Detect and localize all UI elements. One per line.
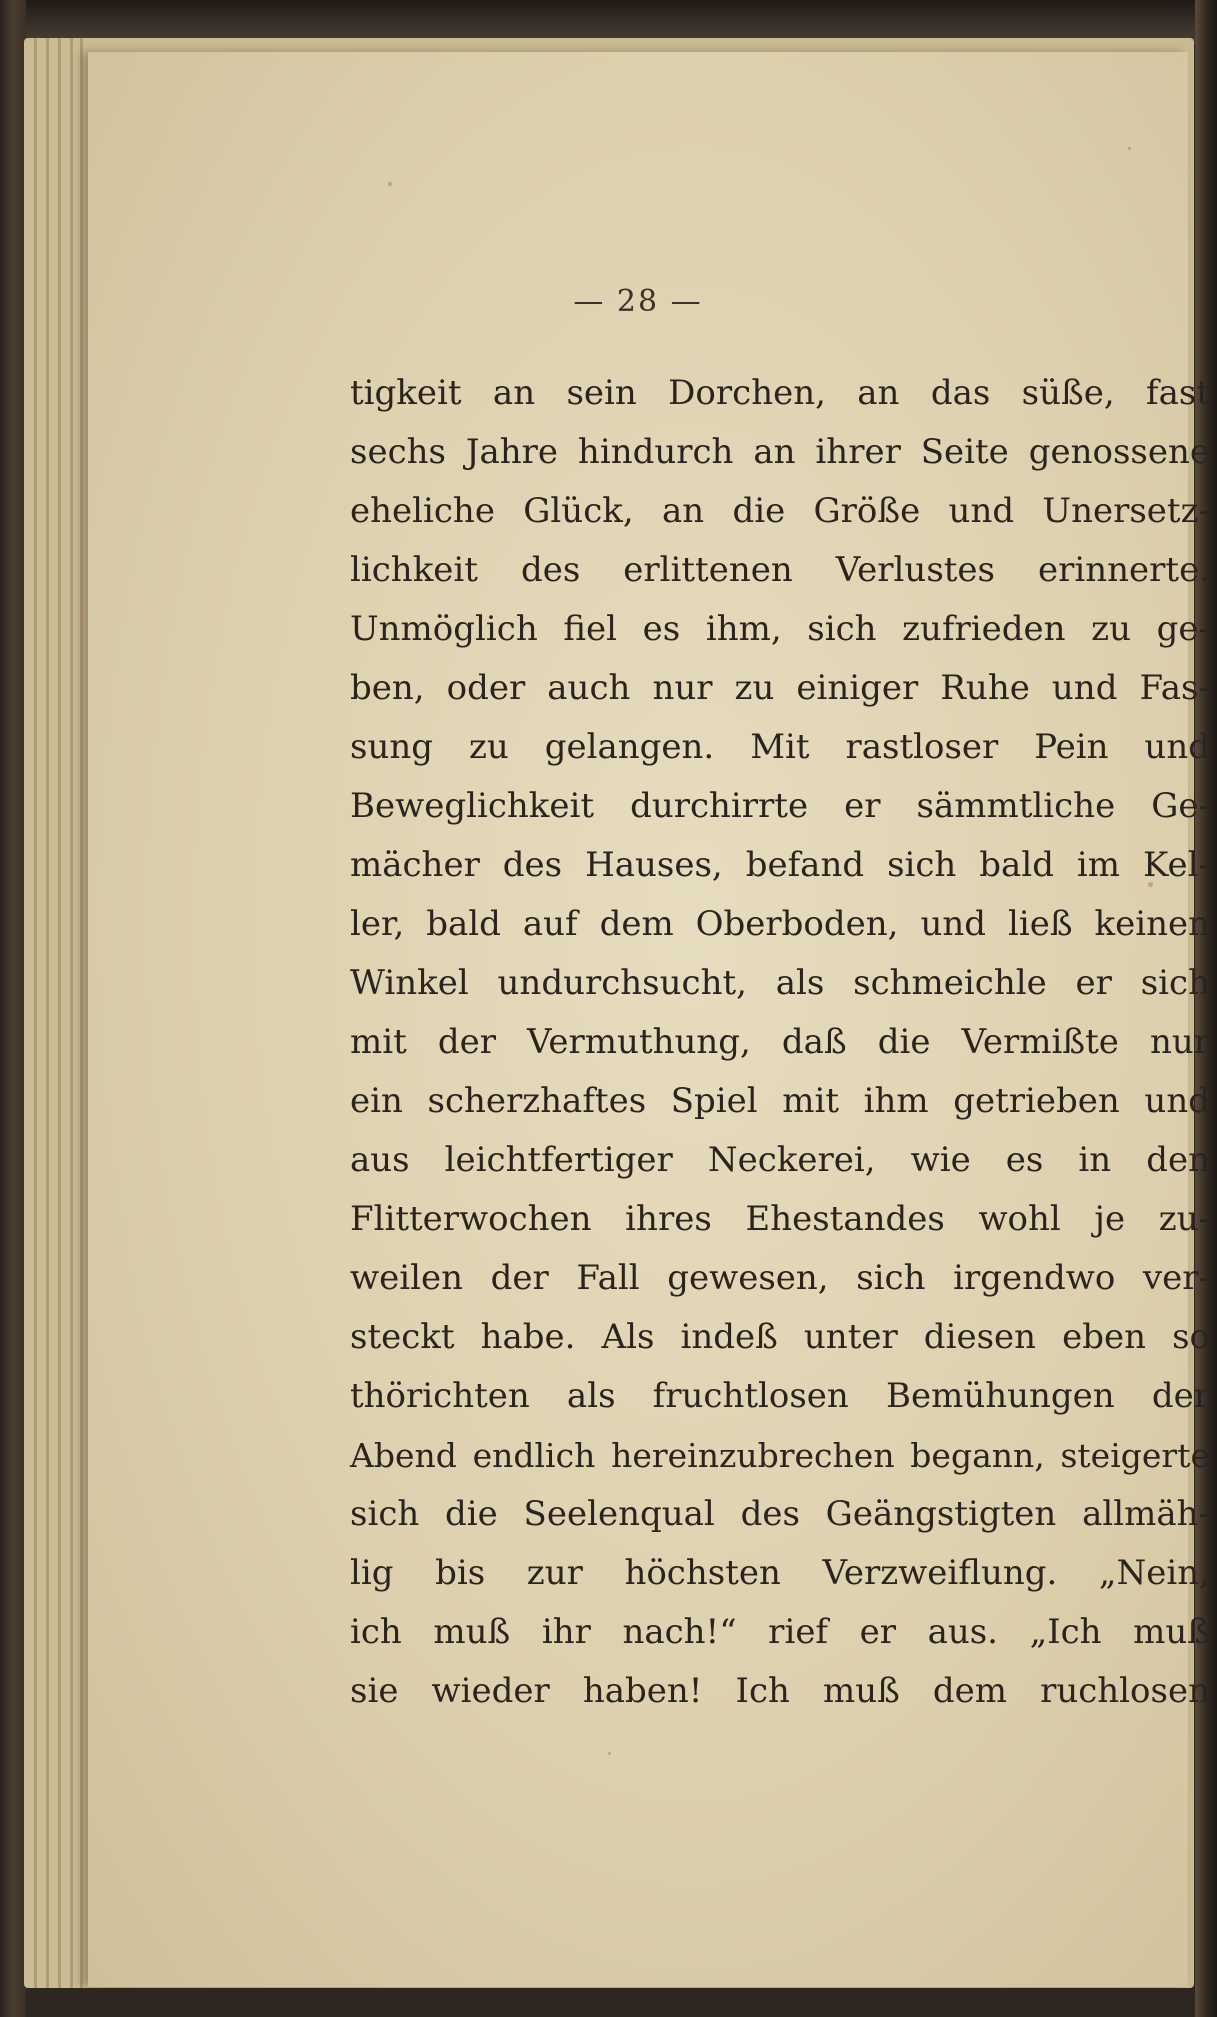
leaf-edge [46,38,49,1988]
text-line: aus leichtfertiger Neckerei, wie es in den [350,1140,1210,1180]
text-line: Beweglichkeit durchirrte er sämmtliche Ge- [350,786,1210,826]
text-line: sung zu gelangen. Mit rastloser Pein und [350,727,1210,767]
text-line: lig bis zur höchsten Verzweiflung. „Nein, [350,1553,1210,1593]
text-line: weilen der Fall gewesen, sich irgendwo ver- [350,1258,1210,1298]
text-line: Unmöglich fiel es ihm, sich zufrieden zu ge- [350,609,1210,649]
leaf-edge [58,38,61,1988]
text-line: sie wieder haben! Ich muß dem ruchlosen [350,1671,1210,1711]
leaf-edge [70,38,73,1988]
text-line: mächer des Hauses, befand sich bald im Kel- [350,845,1210,885]
text-line: mit der Vermuthung, daß die Vermißte nur [350,1022,1210,1062]
paper-speck [1128,147,1131,150]
text-line: Flitterwochen ihres Ehestandes wohl je zu- [350,1199,1210,1239]
book-cover-left-edge [0,0,26,2017]
text-line: ler, bald auf dem Oberboden, und ließ keinen [350,904,1210,944]
text-line: sich die Seelenqual des Geängstigten allmäh- [350,1494,1210,1534]
paper-speck [608,1752,611,1755]
text-line: steckt habe. Als indeß unter diesen eben so [350,1317,1210,1357]
text-line: ein scherzhaftes Spiel mit ihm getrieben und [350,1081,1210,1121]
text-line: lichkeit des erlittenen Verlustes erinnerte. [350,550,1210,590]
text-line: ich muß ihr nach!“ rief er aus. „Ich muß [350,1612,1210,1652]
text-line: ben, oder auch nur zu einiger Ruhe und Fas- [350,668,1210,708]
leaf-edge [34,38,37,1988]
text-line: thörichten als fruchtlosen Bemühungen der [350,1376,1210,1416]
text-line: sechs Jahre hindurch an ihrer Seite genossene [350,432,1210,472]
leaf-edge [80,38,83,1988]
book-page [88,52,1210,1987]
body-text [350,364,1210,1721]
text-line: tigkeit an sein Dorchen, an das süße, fast [350,373,1210,413]
page-number: — 28 — [573,284,703,319]
text-line: Abend endlich hereinzubrechen begann, steigerte [350,1436,1210,1475]
text-line: eheliche Glück, an die Größe und Unersetz- [350,491,1210,531]
paper-speck [388,182,392,186]
text-line: Winkel undurchsucht, als schmeichle er sich [350,963,1210,1003]
